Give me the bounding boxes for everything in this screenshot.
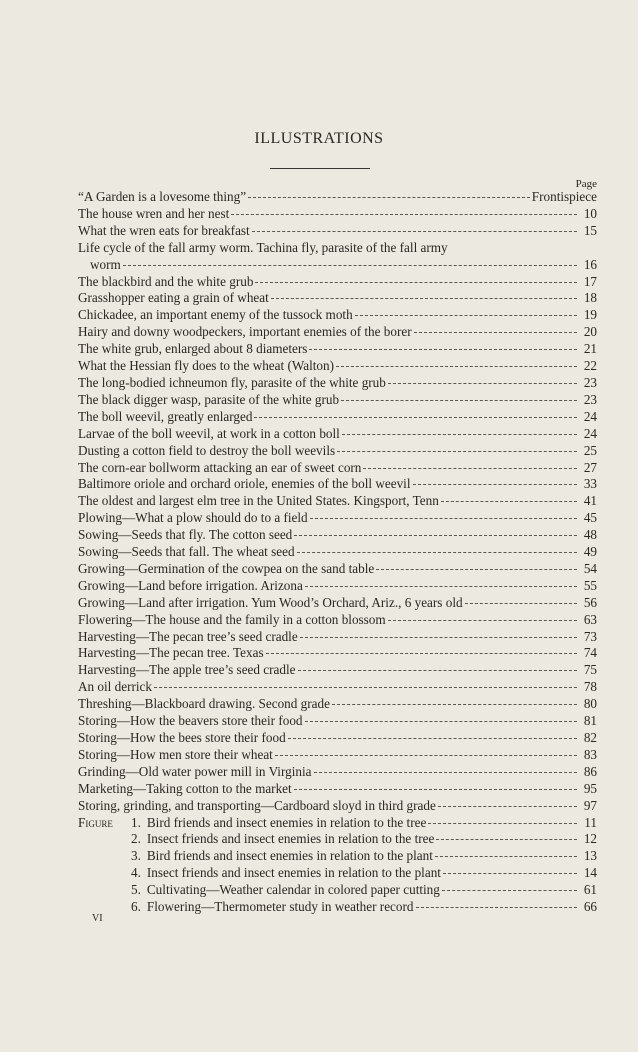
figure-page: 13 — [583, 848, 597, 864]
entry-page: 74 — [583, 645, 597, 661]
entry-text: Grasshopper eating a grain of wheat — [78, 290, 269, 306]
dot-leader — [465, 603, 577, 604]
dot-leader — [310, 518, 577, 519]
entry-text: Growing—Land before irrigation. Arizona — [78, 577, 303, 593]
figure-text: Insect friends and insect enemies in relation to the tree — [146, 831, 435, 847]
entry-text: Sowing—Seeds that fall. The wheat seed — [78, 544, 295, 560]
entry-text: The long-bodied ichneumon fly, parasite of the white grub — [78, 374, 386, 390]
entry-text: Growing—Land after irrigation. Yum Wood’s Orchard, Ariz., 6 years old — [78, 594, 463, 610]
entry-page: 24 — [583, 408, 597, 424]
entry-text: Life cycle of the fall army worm. Tachina fly, parasite of the fall army — [78, 239, 448, 255]
figure-item — [78, 899, 597, 916]
list-item — [78, 257, 597, 274]
list-item — [78, 747, 597, 764]
dot-leader — [332, 704, 577, 705]
entry-page: 18 — [583, 290, 597, 306]
entry-text: Threshing—Blackboard drawing. Second grade — [78, 696, 330, 712]
list-item — [78, 341, 597, 358]
dot-leader — [428, 823, 577, 824]
list-item — [78, 781, 597, 798]
entry-page: 17 — [583, 273, 597, 289]
dot-leader — [341, 400, 577, 401]
entry-text: The boll weevil, greatly enlarged — [78, 408, 253, 424]
entry-text: Plowing—What a plow should do to a field — [78, 510, 308, 526]
dot-leader — [376, 569, 577, 570]
entry-text: Marketing—Taking cotton to the market — [78, 780, 292, 796]
list-item — [78, 713, 597, 730]
list-item — [78, 290, 597, 307]
entry-page: 19 — [583, 307, 597, 323]
dot-leader — [342, 434, 577, 435]
entry-text: Flowering—The house and the family in a cotton blossom — [78, 611, 386, 627]
entry-page: 54 — [583, 560, 597, 576]
list-item — [78, 274, 597, 291]
dot-leader — [314, 772, 578, 773]
entry-text: Grinding—Old water power mill in Virginia — [78, 763, 312, 779]
entry-page: 15 — [583, 222, 597, 238]
dot-leader — [388, 620, 577, 621]
list-item — [78, 358, 597, 375]
dot-leader — [438, 806, 577, 807]
entry-text: Storing—How the bees store their food — [78, 730, 286, 745]
entry-text: Storing—How men store their wheat — [78, 746, 273, 762]
dot-leader — [294, 789, 577, 790]
figure-item — [78, 848, 597, 865]
list-item — [78, 679, 597, 696]
entry-page: 63 — [583, 611, 597, 627]
list-item — [78, 629, 597, 646]
entry-text: The blackbird and the white grub — [78, 273, 254, 289]
list-item — [78, 189, 597, 206]
list-item — [78, 645, 597, 662]
entry-page: 56 — [583, 594, 597, 610]
entry-text: Sowing—Seeds that fly. The cotton seed — [78, 527, 293, 543]
entry-page: 33 — [583, 476, 597, 492]
list-item — [78, 612, 597, 629]
dot-leader — [275, 755, 577, 756]
dot-leader — [300, 637, 577, 638]
entry-text: The black digger wasp, parasite of the white grub — [78, 391, 340, 407]
entry-text: Dusting a cotton field to destroy the boll weevils — [78, 442, 336, 458]
entry-text: Storing—How the beavers store their food — [78, 713, 303, 729]
entry-page: 73 — [583, 628, 597, 644]
list-item — [78, 476, 597, 493]
entry-page: 16 — [583, 256, 597, 272]
entry-page: 25 — [583, 442, 597, 458]
entry-text: Growing—Germination of the cowpea on the sand table — [78, 560, 375, 576]
entry-page: 86 — [583, 763, 597, 779]
entry-page: 48 — [583, 527, 597, 543]
entry-text: What the Hessian fly does to the wheat (Walton) — [78, 358, 335, 374]
dot-leader — [435, 856, 577, 857]
dot-leader — [309, 349, 577, 350]
entry-text: Harvesting—The apple tree’s seed cradle — [78, 662, 296, 678]
list-item — [78, 240, 597, 257]
figure-page: 11 — [584, 814, 597, 830]
entry-text: “A Garden is a lovesome thing” — [78, 189, 247, 204]
entry-text: Storing, grinding, and transporting—Cardboard sloyd in third grade — [78, 797, 436, 813]
list-item — [78, 527, 597, 544]
entry-page: 83 — [583, 746, 597, 762]
dot-leader — [305, 721, 577, 722]
list-item — [78, 443, 597, 460]
figure-page: 66 — [583, 899, 597, 915]
entry-text: The white grub, enlarged about 8 diameters — [78, 341, 308, 357]
entry-page: 75 — [583, 662, 597, 678]
entry-text: The oldest and largest elm tree in the United States. Kingsport, Tenn — [78, 493, 439, 509]
entry-text: Hairy and downy woodpeckers, important enemies of the borer — [78, 324, 412, 340]
figure-text: Insect friends and insect enemies in relation to the plant — [146, 865, 441, 881]
dot-leader — [298, 670, 578, 671]
list-item — [78, 460, 597, 477]
dot-leader — [297, 552, 577, 553]
page-folio: VI — [92, 913, 103, 924]
page-title: ILLUSTRATIONS — [254, 130, 384, 147]
dot-leader — [436, 839, 577, 840]
dot-leader — [388, 383, 577, 384]
entry-page: 81 — [583, 713, 597, 729]
dot-leader — [123, 265, 577, 266]
list-item — [78, 764, 597, 781]
entry-page: 27 — [583, 459, 597, 475]
figure-number: 3. — [131, 848, 141, 864]
list-item — [78, 206, 597, 223]
list-item — [78, 662, 597, 679]
figure-number: 2. — [131, 831, 141, 847]
figure-lead — [78, 815, 131, 832]
dot-leader — [231, 214, 577, 215]
figure-number: 4. — [131, 865, 141, 881]
entry-page: 41 — [583, 493, 597, 509]
illustrations-list — [78, 189, 597, 916]
dot-leader — [288, 738, 577, 739]
list-item — [78, 696, 597, 713]
list-item — [78, 578, 597, 595]
entry-text: Baltimore oriole and orchard oriole, enemies of the boll weevil — [78, 476, 411, 492]
entry-text: Chickadee, an important enemy of the tussock moth — [78, 307, 353, 323]
dot-leader — [414, 332, 577, 333]
figure-number: 1. — [131, 814, 141, 830]
figure-item — [78, 882, 597, 899]
list-item — [78, 307, 597, 324]
dot-leader — [154, 687, 577, 688]
dot-leader — [442, 890, 577, 891]
dot-leader — [413, 484, 577, 485]
dot-leader — [337, 451, 577, 452]
figure-item — [78, 815, 597, 832]
entry-page: 78 — [583, 679, 597, 695]
list-item — [78, 798, 597, 815]
figure-page: 61 — [583, 882, 597, 898]
dot-leader — [416, 907, 578, 908]
list-item — [78, 392, 597, 409]
dot-leader — [305, 586, 577, 587]
list-item — [78, 324, 597, 341]
list-item — [78, 409, 597, 426]
page-column-header: Page — [575, 178, 597, 190]
entry-page: 10 — [583, 205, 597, 221]
list-item — [78, 561, 597, 578]
dot-leader — [355, 315, 577, 316]
entry-page: 21 — [583, 341, 597, 357]
entry-page: 24 — [583, 425, 597, 441]
list-item — [78, 595, 597, 612]
dot-leader — [248, 197, 530, 198]
list-item — [78, 223, 597, 240]
entry-text: An oil derrick — [78, 679, 152, 695]
figure-page: 12 — [583, 831, 597, 847]
dot-leader — [271, 298, 577, 299]
entry-page: 23 — [583, 374, 597, 390]
entry-text: Harvesting—The pecan tree. Texas — [78, 645, 264, 661]
list-item — [78, 493, 597, 510]
entry-page: 95 — [583, 780, 597, 796]
dot-leader — [441, 501, 577, 502]
figure-text: Cultivating—Weather calendar in colored paper cutting — [146, 882, 440, 898]
list-item — [78, 426, 597, 443]
dot-leader — [443, 873, 577, 874]
dot-leader — [363, 468, 577, 469]
entry-page: 20 — [583, 324, 597, 340]
list-item — [78, 510, 597, 527]
entry-page: 97 — [583, 797, 597, 813]
entry-page: 49 — [583, 544, 597, 560]
list-item — [78, 375, 597, 392]
figure-number: 6. — [131, 899, 141, 915]
entry-page: 82 — [583, 730, 597, 745]
dot-leader — [266, 653, 577, 654]
dot-leader — [294, 535, 577, 536]
entry-text: Harvesting—The pecan tree’s seed cradle — [78, 628, 298, 644]
figure-text: Bird friends and insect enemies in relation to the tree — [146, 814, 427, 830]
entry-page: 23 — [583, 391, 597, 407]
entry-text: What the wren eats for breakfast — [78, 222, 250, 238]
figure-page: 14 — [583, 865, 597, 881]
entry-page: 45 — [583, 510, 597, 526]
entry-text: The corn-ear bollworm attacking an ear of sweet corn — [78, 459, 362, 475]
figure-text: Flowering—Thermometer study in weather record — [146, 899, 414, 915]
figure-text: Bird friends and insect enemies in relation to the plant — [146, 848, 433, 864]
entry-text: worm — [90, 256, 121, 272]
dot-leader — [252, 231, 577, 232]
entry-page: 22 — [583, 358, 597, 374]
entry-page: 80 — [583, 696, 597, 712]
entry-text: Larvae of the boll weevil, at work in a cotton boll — [78, 425, 340, 441]
figure-number: 5. — [131, 882, 141, 898]
list-item — [78, 544, 597, 561]
dot-leader — [254, 417, 577, 418]
figure-item — [78, 831, 597, 848]
figure-item — [78, 865, 597, 882]
entry-text: The house wren and her nest — [78, 205, 230, 221]
list-item — [78, 730, 597, 747]
dot-leader — [255, 282, 577, 283]
figure-label: Figure — [78, 814, 113, 830]
dot-leader — [336, 366, 577, 367]
entry-page: 55 — [583, 577, 597, 593]
entry-page: Frontispiece — [531, 189, 597, 204]
title-rule — [270, 168, 370, 169]
